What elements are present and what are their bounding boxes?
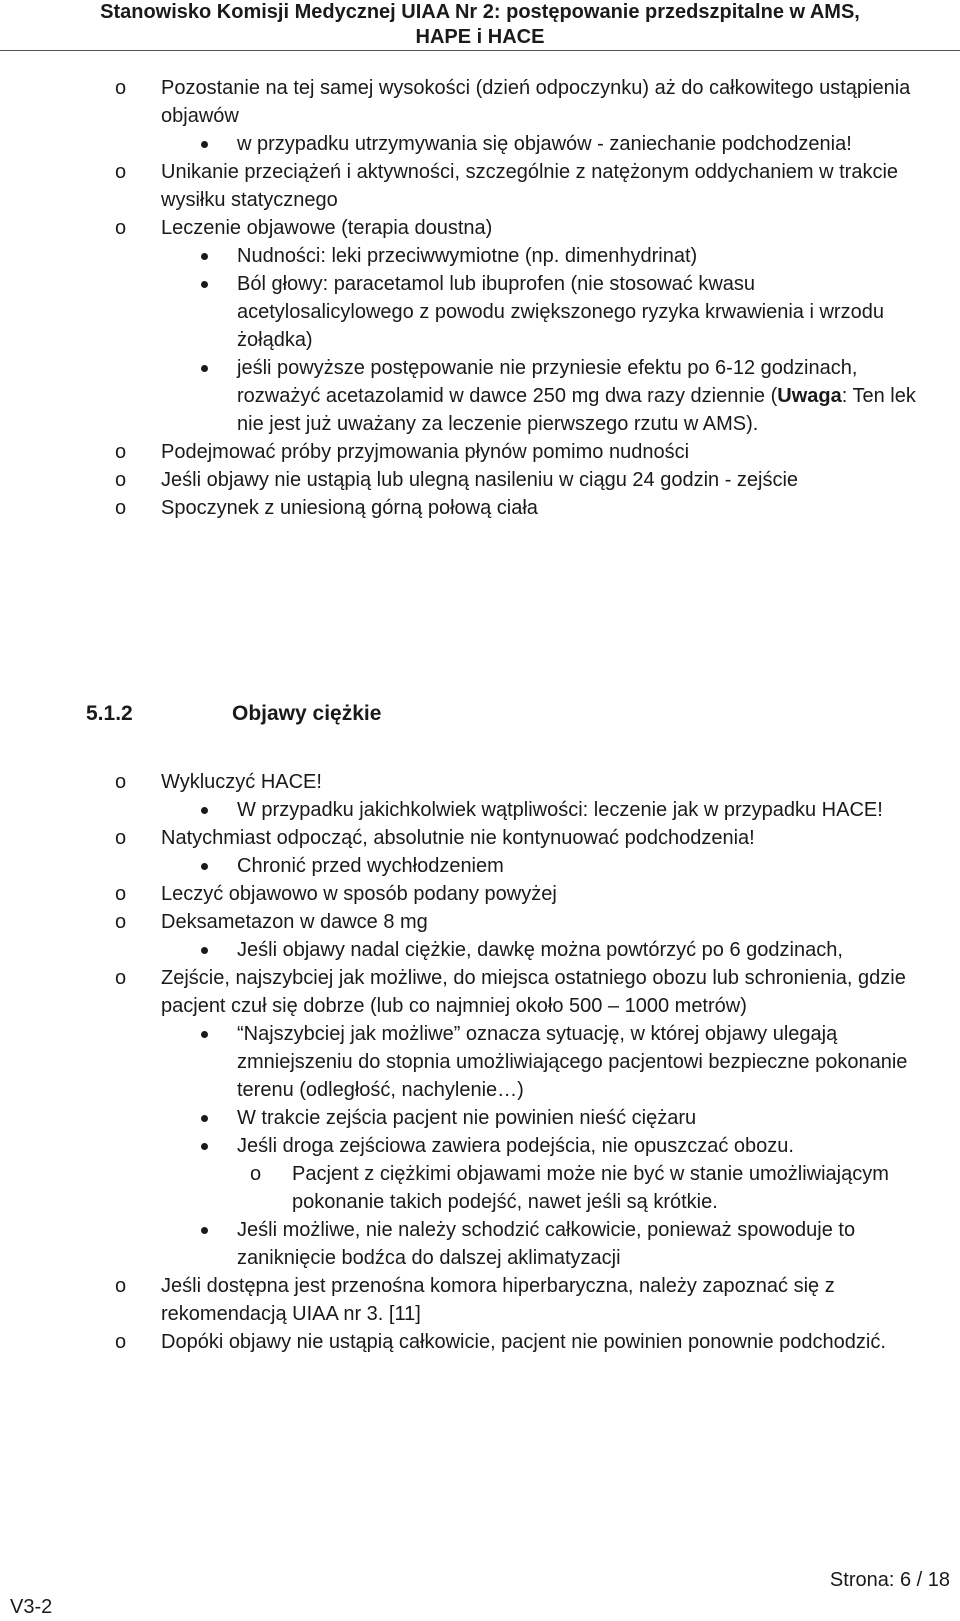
circle-bullet-icon: o [115, 827, 127, 849]
circle-bullet-icon: o [250, 1163, 262, 1185]
list-item: o Natychmiast odpocząć, absolutnie nie kontynuować podchodzenia! [0, 824, 960, 852]
circle-bullet-icon: o [115, 911, 127, 933]
circle-bullet-icon: o [115, 883, 127, 905]
list-item: W trakcie zejścia pacjent nie powinien nieść ciężaru [0, 1104, 960, 1132]
list-item: o Leczenie objawowe (terapia doustna) [0, 214, 960, 242]
treatment-list-severe [0, 768, 960, 1356]
list-item: o Dopóki objawy nie ustąpią całkowicie, pacjent nie powinien ponownie podchodzić. [0, 1328, 960, 1356]
dot-bullet-icon [201, 281, 208, 288]
warning-label: Uwaga [777, 385, 842, 407]
dot-bullet-icon [201, 1115, 208, 1122]
circle-bullet-icon: o [115, 441, 127, 463]
list-item: “Najszybciej jak możliwe” oznacza sytuację, w której objawy ulegają zmniejszeniu do stopnia umożliwiającego pacjentowi bezpieczne pokonanie terenu (odległość, nachylenie…) [0, 1020, 960, 1104]
dot-bullet-icon [201, 947, 208, 954]
section-heading [86, 700, 381, 728]
circle-bullet-icon: o [115, 1275, 127, 1297]
header-title-line2: HAPE i HACE [415, 26, 545, 48]
page-header [0, 0, 960, 51]
list-item: o Unikanie przeciążeń i aktywności, szczególnie z natężonym oddychaniem w trakcie wysiłku statycznego [0, 158, 960, 214]
list-item: o Pozostanie na tej samej wysokości (dzień odpoczynku) aż do całkowitego ustąpienia objawów [0, 74, 960, 130]
dot-bullet-icon [201, 1031, 208, 1038]
dot-bullet-icon [201, 141, 208, 148]
list-item: o Jeśli dostępna jest przenośna komora hiperbaryczna, należy zapoznać się z rekomendacją UIAA nr 3. [11] [0, 1272, 960, 1328]
header-title-line1: Stanowisko Komisji Medycznej UIAA Nr 2: postępowanie przedszpitalne w AMS, [100, 1, 860, 23]
circle-bullet-icon: o [115, 161, 127, 183]
dot-bullet-icon [201, 253, 208, 260]
list-item: Jeśli możliwe, nie należy schodzić całkowicie, ponieważ spowoduje to zaniknięcie bodźca do dalszej aklimatyzacji [0, 1216, 960, 1272]
list-item: o Leczyć objawowo w sposób podany powyżej [0, 880, 960, 908]
section-title: Objawy ciężkie [232, 702, 382, 725]
list-item: o Deksametazon w dawce 8 mg [0, 908, 960, 936]
list-item: Jeśli droga zejściowa zawiera podejścia, nie opuszczać obozu. [0, 1132, 960, 1160]
circle-bullet-icon: o [115, 77, 127, 99]
list-item: Ból głowy: paracetamol lub ibuprofen (nie stosować kwasu acetylosalicylowego z powodu zwiększonego ryzyka krwawienia i wrzodu żołądka) [0, 270, 960, 354]
list-item: w przypadku utrzymywania się objawów - zaniechanie podchodzenia! [0, 130, 960, 158]
list-item: Nudności: leki przeciwwymiotne (np. dimenhydrinat) [0, 242, 960, 270]
dot-bullet-icon [201, 365, 208, 372]
list-item: Chronić przed wychłodzeniem [0, 852, 960, 880]
circle-bullet-icon: o [115, 497, 127, 519]
document-version: V3-2 [10, 1596, 53, 1618]
treatment-list-mild [0, 74, 960, 522]
list-item: o Spoczynek z uniesioną górną połową ciała [0, 494, 960, 522]
circle-bullet-icon: o [115, 217, 127, 239]
circle-bullet-icon: o [115, 1331, 127, 1353]
list-item: o Wykluczyć HACE! [0, 768, 960, 796]
list-item: o Zejście, najszybciej jak możliwe, do miejsca ostatniego obozu lub schronienia, gdzie pacjent czuł się dobrze (lub co najmniej około 500 – 1000 metrów) [0, 964, 960, 1020]
dot-bullet-icon [201, 863, 208, 870]
list-item: o Jeśli objawy nie ustąpią lub ulegną nasileniu w ciągu 24 godzin - zejście [0, 466, 960, 494]
page-number: Strona: 6 / 18 [829, 1569, 950, 1591]
section-number: 5.1.2 [86, 702, 133, 725]
dot-bullet-icon [201, 807, 208, 814]
list-item: o Podejmować próby przyjmowania płynów pomimo nudności [0, 438, 960, 466]
dot-bullet-icon [201, 1143, 208, 1150]
list-item: jeśli powyższe postępowanie nie przyniesie efektu po 6-12 godzinach, rozważyć acetazolamid w dawce 250 mg dwa razy dziennie (Uwaga: Ten lek nie jest już uważany za leczenie pierwszego rzutu w AMS). [0, 354, 960, 438]
list-item: Jeśli objawy nadal ciężkie, dawkę można powtórzyć po 6 godzinach, [0, 936, 960, 964]
circle-bullet-icon: o [115, 771, 127, 793]
list-item: W przypadku jakichkolwiek wątpliwości: leczenie jak w przypadku HACE! [0, 796, 960, 824]
circle-bullet-icon: o [115, 967, 127, 989]
list-item: o Pacjent z ciężkimi objawami może nie być w stanie umożliwiającym pokonanie takich podejść, nawet jeśli są krótkie. [0, 1160, 960, 1216]
dot-bullet-icon [201, 1227, 208, 1234]
circle-bullet-icon: o [115, 469, 127, 491]
